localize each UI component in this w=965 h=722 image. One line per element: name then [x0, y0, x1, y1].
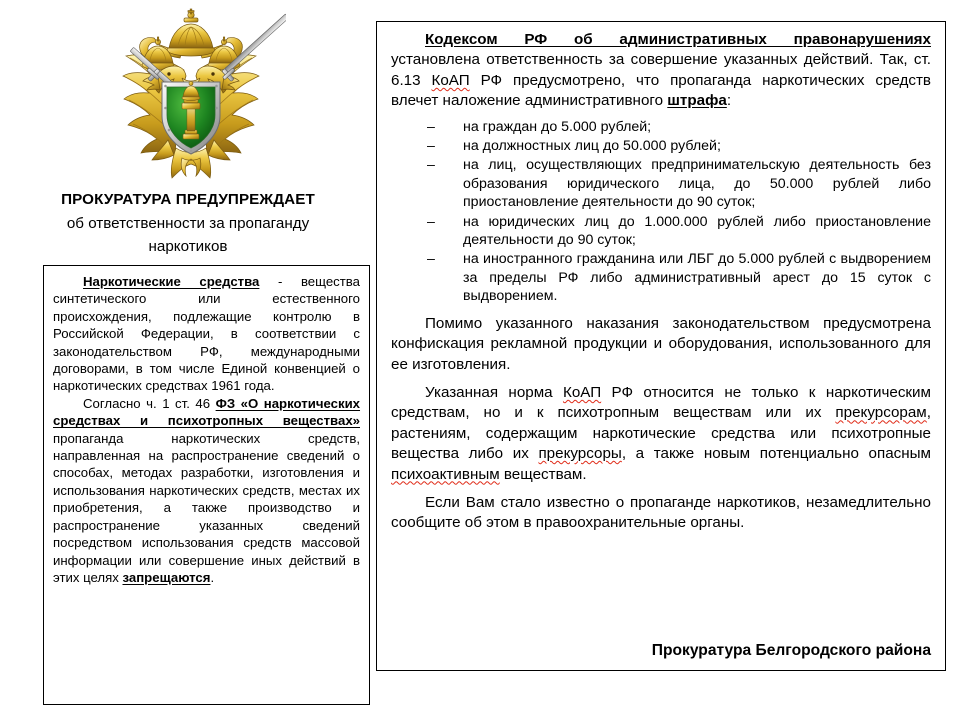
koap-intro-text-2: РФ предусмотрено, что пропаганда наркотических средств влечет наложение административного — [391, 71, 931, 110]
page-subtitle-line1: об ответственности за пропаганду — [66, 215, 310, 232]
koap-intro-tail: : — [726, 92, 732, 110]
definition-box — [43, 265, 370, 705]
list-item — [391, 137, 931, 155]
penalties-box — [376, 21, 946, 671]
koap-intro-text-1: установлена ответственность за совершение указанных действий. Так, ст. 6.13 — [391, 51, 931, 89]
page-subtitle-line2: наркотиков — [148, 238, 228, 255]
list-item — [391, 250, 931, 305]
confiscation-paragraph: Помимо указанного наказания законодательством предусмотрена конфискация рекламной продукции и оборудования, использованного для ее изготовления. — [391, 314, 931, 373]
headline-block — [30, 190, 346, 258]
page-title: ПРОКУРАТУРА ПРЕДУПРЕЖДАЕТ — [61, 191, 315, 208]
dash-bullet: – — [427, 138, 435, 155]
signature: Прокуратура Белгородского района — [651, 642, 931, 659]
scope-text-4: , а также новым потенциально опасным — [621, 445, 932, 463]
precursor-word-2: прекурсоры — [538, 445, 622, 463]
list-item — [391, 118, 931, 136]
definition-paragraph — [53, 273, 360, 395]
law-reference-paragraph — [53, 395, 360, 586]
scope-paragraph — [391, 383, 931, 485]
dash-bullet: – — [427, 251, 435, 268]
dash-bullet: – — [427, 213, 435, 230]
koap-abbrev-2: КоАП — [562, 383, 602, 401]
scope-text-2: РФ относится не только к наркотическим средствам, но и к психотропным веществам или их — [391, 383, 931, 422]
list-item — [391, 213, 931, 250]
list-item-text: на должностных лиц до 50.000 рублей; — [463, 138, 721, 155]
law-lead-text: Согласно ч. 1 ст. 46 — [83, 395, 216, 411]
law-name: ФЗ «О наркотических средствах и психотропных веществах» — [53, 395, 361, 429]
koap-code-name: Кодексом РФ об административных правонарушениях — [425, 31, 931, 48]
prosecutor-emblem — [96, 8, 286, 188]
list-item — [391, 156, 931, 211]
crowns — [142, 9, 240, 70]
penalty-list — [391, 118, 931, 306]
precursor-word-1: прекурсорам — [835, 404, 927, 422]
scope-text-3: , растениям, содержащим наркотические средства или психотропные вещества либо их — [391, 404, 931, 463]
report-paragraph: Если Вам стало известно о пропаганде наркотиков, незамедлительно сообщите об этом в правоохранительные органы. — [391, 493, 931, 532]
fine-emphasis: штрафа — [667, 92, 727, 110]
psychoactive-word: психоактивным — [391, 465, 500, 483]
definition-text: - вещества синтетического или естественного происхождения, подлежащие контролю в Российской Федерации, в соответствии с законодательством РФ, международными договорами, в том числе Единой конвенцией о наркотических средствах 1961 года. — [53, 274, 360, 394]
prohibition-emphasis: запрещаются — [122, 569, 211, 585]
list-item-text: на юридических лиц до 1.000.000 рублей либо приостановление деятельности до 90 суток; — [463, 213, 931, 249]
koap-abbrev-1: КоАП — [431, 71, 470, 89]
page-subtitle — [30, 212, 346, 258]
definition-term: Наркотические средства — [83, 274, 260, 289]
law-tail-text: . — [210, 569, 215, 585]
left-column — [0, 0, 374, 722]
scope-text-1: Указанная норма — [425, 383, 563, 401]
law-body-text: пропаганда наркотических средств, направленная на распространение сведений о способах, методах разработки, изготовления и использования наркотических средств, местах их приобретения, а также производство и распространение указанных сведений посредством использования средств массовой информации или совершение иных действий в этих целях — [53, 430, 360, 585]
list-item-text: на граждан до 5.000 рублей; — [463, 118, 652, 135]
list-item-text: на лиц, осуществляющих предпринимательскую деятельность без образования юридического лица, до 50.000 рублей либо приостановление деятельности до 90 суток; — [463, 157, 931, 211]
scope-text-5: веществам. — [499, 465, 587, 483]
koap-intro-paragraph — [391, 30, 931, 112]
crown-center — [167, 9, 215, 56]
dash-bullet: – — [427, 157, 435, 174]
list-item-text: на иностранного гражданина или ЛБГ до 5.000 рублей с выдворением за пределы РФ либо административный арест до 15 суток с выдворением. — [463, 251, 931, 305]
dash-bullet: – — [427, 118, 435, 135]
